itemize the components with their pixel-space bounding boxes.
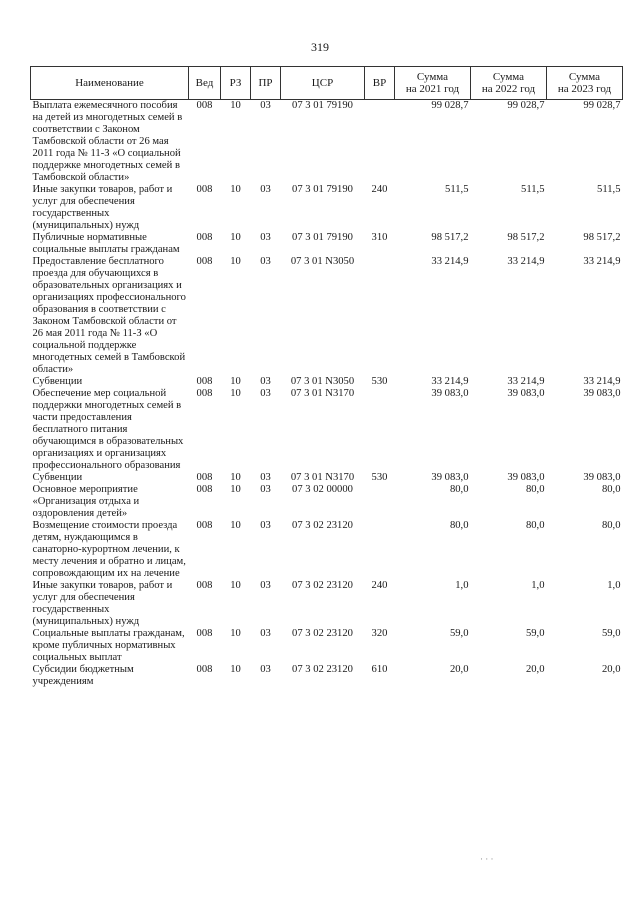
row-sum-2023: 80,0 [601,520,621,531]
row-name: Субсидии бюджетным учреждениям [32,664,134,687]
row-sum-2022: 33 214,9 [507,256,545,267]
row-ved: 008 [196,520,213,531]
row-csr: 07 3 01 79190 [292,232,353,243]
row-vr [365,388,395,472]
row-sum-2023: 39 083,0 [583,472,621,483]
header-sum-2022-line1: Сумма [492,71,525,83]
row-sum-2021: 39 083,0 [431,472,469,483]
row-pr: 03 [260,100,271,111]
row-pr: 03 [260,184,271,195]
row-vr [365,256,395,376]
row-pr: 03 [260,388,271,399]
row-name: Иные закупки товаров, работ и услуг для обеспечения государственных (муниципальных) нужд [32,184,173,231]
row-name: Субвенции [32,472,83,483]
row-rz: 10 [230,484,241,495]
row-name: Иные закупки товаров, работ и услуг для обеспечения государственных (муниципальных) нужд [32,580,173,627]
header-sum-2021 [395,67,471,100]
table-row [31,664,623,688]
row-pr: 03 [260,664,271,675]
row-ved: 008 [196,472,213,483]
header-rz: РЗ [221,67,251,100]
row-sum-2022: 33 214,9 [507,376,545,387]
row-sum-2023: 98 517,2 [583,232,621,243]
row-sum-2023: 511,5 [597,184,621,195]
row-ved: 008 [196,628,213,639]
row-sum-2021: 98 517,2 [431,232,469,243]
table-row [31,472,623,484]
table-header-row [31,67,623,100]
header-sum-2021-line1: Сумма [416,71,449,83]
row-sum-2021: 80,0 [449,484,469,495]
row-ved: 008 [196,664,213,675]
row-sum-2022: 1,0 [531,580,545,591]
header-sum-2022-line2: на 2022 год [481,83,536,95]
row-vr [365,100,395,185]
row-sum-2023: 99 028,7 [583,100,621,111]
row-rz: 10 [230,100,241,111]
row-sum-2021: 33 214,9 [431,256,469,267]
row-sum-2023: 1,0 [607,580,621,591]
row-sum-2022: 20,0 [525,664,545,675]
row-name: Возмещение стоимости проезда детям, нуждающимся в санаторно-курортном лечении, к месту лечения и обратно и лицам, сопровождающим их на лечение [32,520,186,579]
row-csr: 07 3 01 N3050 [290,376,355,387]
header-sum-2023-line2: на 2023 год [557,83,612,95]
table-row [31,100,623,185]
row-csr: 07 3 01 79190 [292,100,353,111]
row-pr: 03 [260,232,271,243]
row-vr [365,484,395,520]
row-ved: 008 [196,376,213,387]
row-ved: 008 [196,388,213,399]
row-sum-2023: 59,0 [601,628,621,639]
row-sum-2021: 80,0 [449,520,469,531]
row-sum-2021: 511,5 [445,184,469,195]
row-csr: 07 3 02 23120 [292,664,353,675]
row-sum-2022: 99 028,7 [507,100,545,111]
row-name: Социальные выплаты гражданам, кроме публичных нормативных социальных выплат [32,628,185,663]
row-csr: 07 3 01 N3170 [290,388,355,399]
row-rz: 10 [230,184,241,195]
row-sum-2022: 39 083,0 [507,472,545,483]
header-sum-2021-line2: на 2021 год [405,83,460,95]
row-sum-2021: 39 083,0 [431,388,469,399]
scan-marks: · · · [480,854,494,864]
row-sum-2022: 80,0 [525,484,545,495]
row-sum-2022: 98 517,2 [507,232,545,243]
row-name: Предоставление бесплатного проезда для обучающихся в образовательных организациях и организациях профессионального образования в соответствии с Законом Тамбовской области от 26 мая 2011 года № 11-З «О социальной поддержке многодетных семей в Тамбовской области» [32,256,186,375]
row-vr [365,520,395,580]
budget-table [30,66,623,688]
row-pr: 03 [260,376,271,387]
row-sum-2023: 33 214,9 [583,376,621,387]
row-pr: 03 [260,628,271,639]
table-row [31,376,623,388]
row-sum-2022: 59,0 [525,628,545,639]
table-row [31,256,623,376]
table-row [31,580,623,628]
row-sum-2022: 39 083,0 [507,388,545,399]
row-name: Выплата ежемесячного пособия на детей из многодетных семей в соответствии с Законом Тамбовской области от 26 мая 2011 года № 11-З «О социальной поддержке многодетных семей в Тамбовской области» [32,100,183,183]
header-pr: ПР [251,67,281,100]
row-sum-2021: 99 028,7 [431,100,469,111]
table-row [31,520,623,580]
row-ved: 008 [196,580,213,591]
row-pr: 03 [260,580,271,591]
row-csr: 07 3 02 23120 [292,628,353,639]
table-row [31,232,623,256]
table-row [31,184,623,232]
row-csr: 07 3 02 00000 [292,484,353,495]
row-csr: 07 3 01 N3170 [290,472,355,483]
row-csr: 07 3 02 23120 [292,520,353,531]
row-sum-2021: 1,0 [455,580,469,591]
row-pr: 03 [260,472,271,483]
row-name: Обеспечение мер социальной поддержки многодетных семей в части предоставления бесплатного питания обучающимся в образовательных организациях и организациях профессионального образования [32,388,184,471]
row-rz: 10 [230,580,241,591]
row-pr: 03 [260,256,271,267]
row-csr: 07 3 01 79190 [292,184,353,195]
table-row [31,484,623,520]
header-vr: ВР [365,67,395,100]
row-ved: 008 [196,256,213,267]
row-name: Публичные нормативные социальные выплаты гражданам [32,232,180,255]
row-sum-2023: 39 083,0 [583,388,621,399]
row-rz: 10 [230,376,241,387]
page-number: 319 [311,40,329,54]
row-sum-2021: 33 214,9 [431,376,469,387]
row-vr: 320 [371,628,388,639]
row-vr: 530 [371,472,388,483]
row-vr: 530 [371,376,388,387]
row-ved: 008 [196,484,213,495]
row-name: Субвенции [32,376,83,387]
row-ved: 008 [196,232,213,243]
row-name: Основное мероприятие «Организация отдыха и оздоровления детей» [32,484,140,519]
row-rz: 10 [230,472,241,483]
table-row [31,388,623,472]
row-sum-2021: 20,0 [449,664,469,675]
row-sum-2023: 33 214,9 [583,256,621,267]
row-rz: 10 [230,520,241,531]
table-row [31,628,623,664]
row-rz: 10 [230,388,241,399]
header-sum-2022 [471,67,547,100]
row-ved: 008 [196,100,213,111]
header-sum-2023 [547,67,623,100]
row-rz: 10 [230,232,241,243]
row-rz: 10 [230,628,241,639]
row-csr: 07 3 01 N3050 [290,256,355,267]
header-ved: Вед [189,67,221,100]
row-vr: 240 [371,184,388,195]
header-sum-2023-line1: Сумма [568,71,601,83]
row-vr: 610 [371,664,388,675]
row-sum-2022: 80,0 [525,520,545,531]
row-sum-2023: 80,0 [601,484,621,495]
row-vr: 310 [371,232,388,243]
header-name: Наименование [31,67,189,100]
row-vr: 240 [371,580,388,591]
row-csr: 07 3 02 23120 [292,580,353,591]
row-pr: 03 [260,520,271,531]
header-csr: ЦСР [281,67,365,100]
row-ved: 008 [196,184,213,195]
row-pr: 03 [260,484,271,495]
row-sum-2023: 20,0 [601,664,621,675]
row-sum-2021: 59,0 [449,628,469,639]
row-sum-2022: 511,5 [521,184,545,195]
row-rz: 10 [230,256,241,267]
row-rz: 10 [230,664,241,675]
